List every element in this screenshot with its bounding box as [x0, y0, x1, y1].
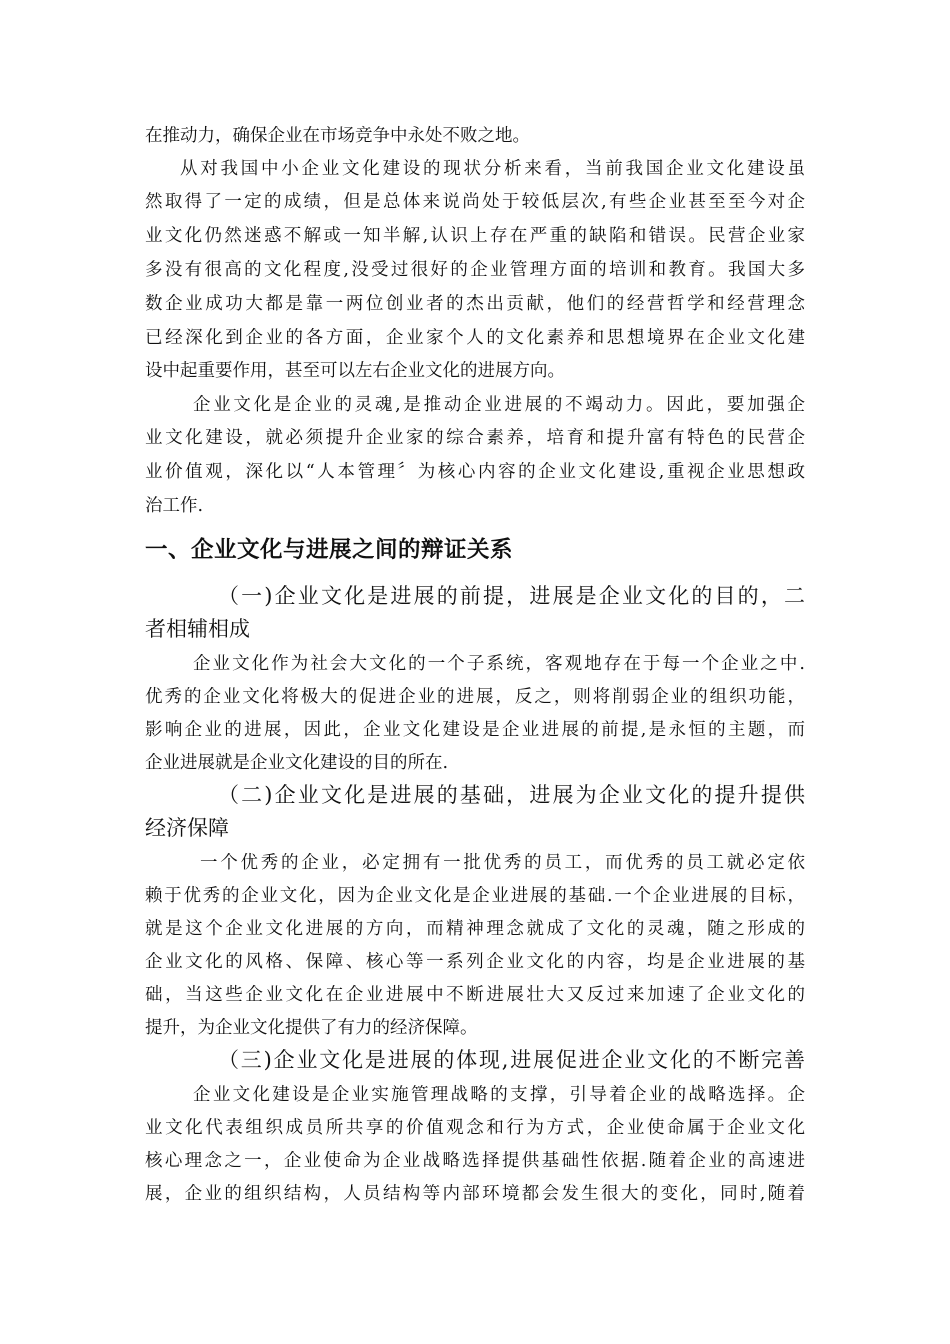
- body-text-line: 提升，为企业文化提供了有力的经济保障。: [145, 1018, 478, 1038]
- subsection-heading: 经济保障: [145, 816, 229, 840]
- body-text-line: 已经深化到企业的各方面，企业家个人的文化素养和思想境界在企业文化建: [145, 328, 805, 348]
- body-text-line: 影响企业的进展，因此，企业文化建设是企业进展的前提,是永恒的主题，而: [145, 720, 805, 740]
- body-text-line: 核心理念之一，企业使命为企业战略选择提供基础性依据.随着企业的高速进: [145, 1151, 805, 1171]
- body-text-line: 础，当这些企业文化在企业进展中不断进展壮大又反过来加速了企业文化的: [145, 985, 805, 1005]
- body-text-line: 企业文化是企业的灵魂,是推动企业进展的不竭动力。因此，要加强企: [193, 395, 805, 415]
- body-text-line: 企业进展就是企业文化建设的目的所在.: [145, 753, 449, 773]
- body-text-line: 多没有很高的文化程度,没受过很好的企业管理方面的培训和教育。我国大多: [145, 260, 805, 280]
- subsection-heading: （三)企业文化是进展的体现,进展促进企业文化的不断完善: [218, 1048, 805, 1072]
- body-text-line: 业文化代表组织成员所共享的价值观念和行为方式，企业使命属于企业文化: [145, 1118, 805, 1138]
- body-text-line: 业价值观，深化以“人本管理〞为核心内容的企业文化建设,重视企业思想政: [145, 462, 805, 482]
- body-text-line: 然取得了一定的成绩，但是总体来说尚处于较低层次,有些企业甚至至今对企: [145, 192, 805, 212]
- body-text-line: 一个优秀的企业，必定拥有一批优秀的员工，而优秀的员工就必定依: [200, 853, 805, 873]
- body-text-line: 在推动力，确保企业在市场竞争中永处不败之地。: [145, 126, 530, 146]
- body-text-line: 企业文化的风格、保障、核心等一系列企业文化的内容，均是企业进展的基: [145, 952, 805, 972]
- body-text-line: 数企业成功大都是靠一两位创业者的杰出贡献，他们的经营哲学和经营理念: [145, 294, 805, 314]
- body-text-line: 治工作.: [145, 496, 204, 516]
- body-text-line: 企业文化建设是企业实施管理战略的支撑，引导着企业的战略选择。企: [193, 1085, 805, 1105]
- body-text-line: 优秀的企业文化将极大的促进企业的进展，反之，则将削弱企业的组织功能，: [145, 687, 805, 707]
- section-heading: 一、企业文化与进展之间的辩证关系: [145, 537, 514, 563]
- body-text-line: 赖于优秀的企业文化，因为企业文化是企业进展的基础.一个企业进展的目标，: [145, 886, 805, 906]
- subsection-heading: （二)企业文化是进展的基础，进展为企业文化的提升提供: [218, 783, 805, 807]
- body-text-line: 业文化建设，就必须提升企业家的综合素养，培育和提升富有特色的民营企: [145, 428, 805, 448]
- body-text-line: 业文化仍然迷惑不解或一知半解,认识上存在严重的缺陷和错误。民营企业家: [145, 226, 805, 246]
- body-text-line: 企业文化作为社会大文化的一个子系统，客观地存在于每一个企业之中.: [193, 654, 805, 674]
- body-text-line: 从对我国中小企业文化建设的现状分析来看，当前我国企业文化建设虽: [180, 159, 805, 179]
- subsection-heading: 者相辅相成: [145, 617, 250, 641]
- body-text-line: 展，企业的组织结构，人员结构等内部环境都会发生很大的变化，同时,随着: [145, 1184, 805, 1204]
- subsection-heading: （一)企业文化是进展的前提，进展是企业文化的目的，二: [218, 584, 805, 608]
- body-text-line: 就是这个企业文化进展的方向，而精神理念就成了文化的灵魂，随之形成的: [145, 919, 805, 939]
- body-text-line: 设中起重要作用，甚至可以左右企业文化的进展方向。: [145, 361, 565, 381]
